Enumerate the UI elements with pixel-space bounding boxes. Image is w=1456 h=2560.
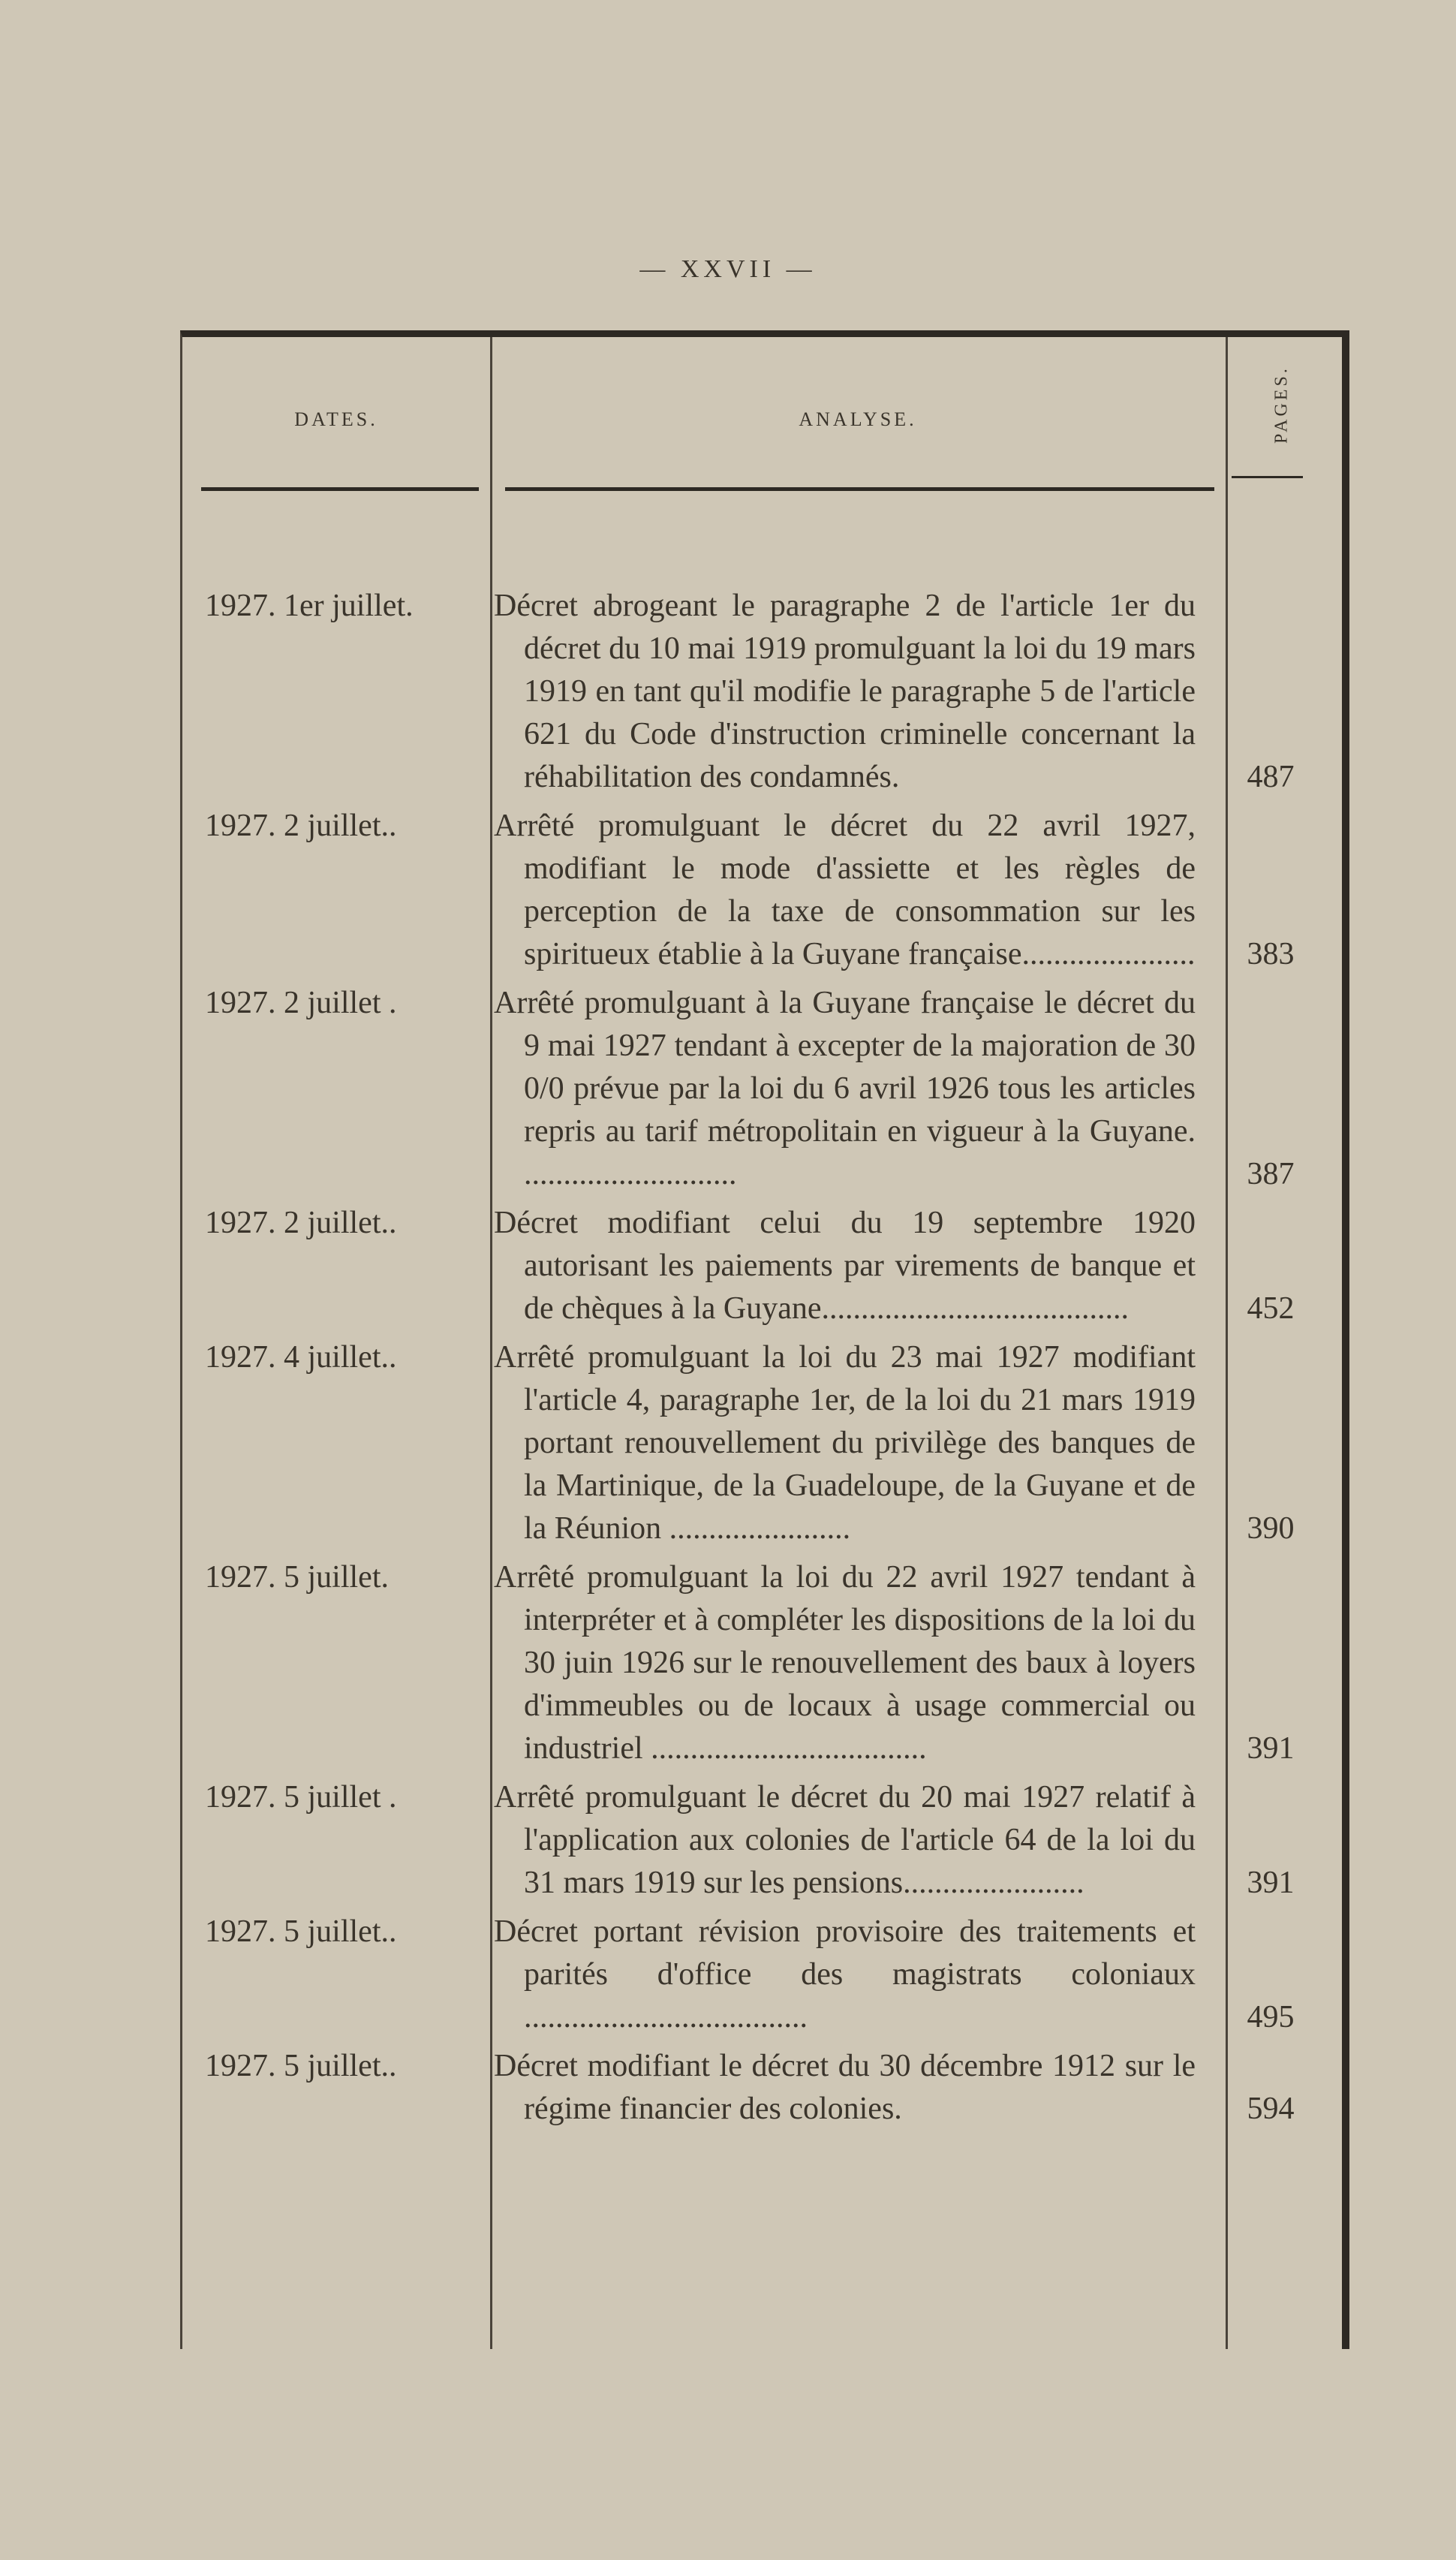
entry-text: Arrêté promulguant à la Guyane française le décret du 9 mai 1927 tendant à excepter de la majoration de 30 0/0 prévue par la loi du 6 avril 1926 tous les articles repris au tarif métropolitain en vigueur à la Guyane. ...........................: [494, 986, 1196, 1191]
entry-page: 487: [1247, 760, 1295, 794]
entry-page: 594: [1247, 2092, 1295, 2126]
entry-page: 383: [1247, 937, 1295, 971]
header-rule-analyse: [505, 487, 1214, 491]
entry-date: 1927. 2 juillet..: [205, 809, 397, 843]
entry-page: 387: [1247, 1157, 1295, 1191]
entry-date: 1927. 5 juillet..: [205, 2049, 397, 2083]
page-number: — XXVII —: [639, 255, 817, 283]
header-analyse: ANALYSE.: [799, 408, 917, 430]
entry-date: 1927. 5 juillet.: [205, 1560, 389, 1595]
entry-page: 390: [1247, 1511, 1295, 1546]
entry-text: Arrêté promulguant la loi du 23 mai 1927 modifiant l'article 4, paragraphe 1er, de la loi du 21 mars 1919 portant renouvellement du privilège des banques de la Martinique, de la Guadeloupe, de la Guyane et de la Réunion .......................: [494, 1340, 1196, 1546]
entry-text: Décret portant révision provisoire des traitements et parités d'office des magistrats coloniaux ....................................: [494, 1914, 1196, 2034]
entry-text: Arrêté promulguant la loi du 22 avril 1927 tendant à interpréter et à compléter les dispositions de la loi du 30 juin 1926 sur le renouvellement des baux à loyers d'immeubles ou de locaux à usage commercial ou industriel ...................................: [494, 1560, 1196, 1766]
header-pages: PAGES.: [1271, 366, 1292, 444]
table-row: [182, 1911, 1334, 2039]
entry-text: Décret modifiant le décret du 30 décembre 1912 sur le régime financier des colonies.: [494, 2049, 1196, 2126]
header-rule-dates: [201, 487, 479, 491]
entry-date: 1927. 4 juillet..: [205, 1340, 397, 1375]
entry-page: 495: [1247, 2000, 1295, 2034]
table-row: [182, 1336, 1334, 1550]
table-row: [182, 1202, 1334, 1330]
index-table: [180, 330, 1349, 2349]
table-row: [182, 1776, 1334, 1905]
entry-text: Décret abrogeant le paragraphe 2 de l'article 1er du décret du 10 mai 1919 promulguant la loi du 19 mars 1919 en tant qu'il modifie le paragraphe 5 de l'article 621 du Code d'instruction criminelle concernant la réhabilitation des condamnés.: [494, 589, 1196, 794]
entry-date: 1927. 5 juillet..: [205, 1914, 397, 1949]
entry-page: 391: [1247, 1731, 1295, 1766]
entry-text: Arrêté promulguant le décret du 20 mai 1927 relatif à l'application aux colonies de l'article 64 de la loi du 31 mars 1919 sur les pensions.......................: [494, 1780, 1196, 1900]
header-rule-pages: [1232, 476, 1303, 478]
table-row: [182, 585, 1334, 799]
table-row: [182, 1556, 1334, 1770]
entry-text: Arrêté promulguant le décret du 22 avril 1927, modifiant le mode d'assiette et les règles de perception de la taxe de consommation sur les spiritueux établie à la Guyane française......................: [494, 809, 1196, 971]
entry-date: 1927. 2 juillet..: [205, 1206, 397, 1240]
entries-list: [182, 585, 1334, 2137]
entry-date: 1927. 1er juillet.: [205, 589, 414, 623]
entry-page: 452: [1247, 1291, 1295, 1326]
entry-date: 1927. 2 juillet .: [205, 986, 397, 1020]
entry-page: 391: [1247, 1866, 1295, 1900]
entry-text: Décret modifiant celui du 19 septembre 1920 autorisant les paiements par virements de banque et de chèques à la Guyane.......................................: [494, 1206, 1196, 1326]
table-row: [182, 982, 1334, 1196]
table-row: [182, 805, 1334, 976]
entry-date: 1927. 5 juillet .: [205, 1780, 397, 1815]
table-row: [182, 2045, 1334, 2131]
header-dates: DATES.: [294, 408, 378, 430]
